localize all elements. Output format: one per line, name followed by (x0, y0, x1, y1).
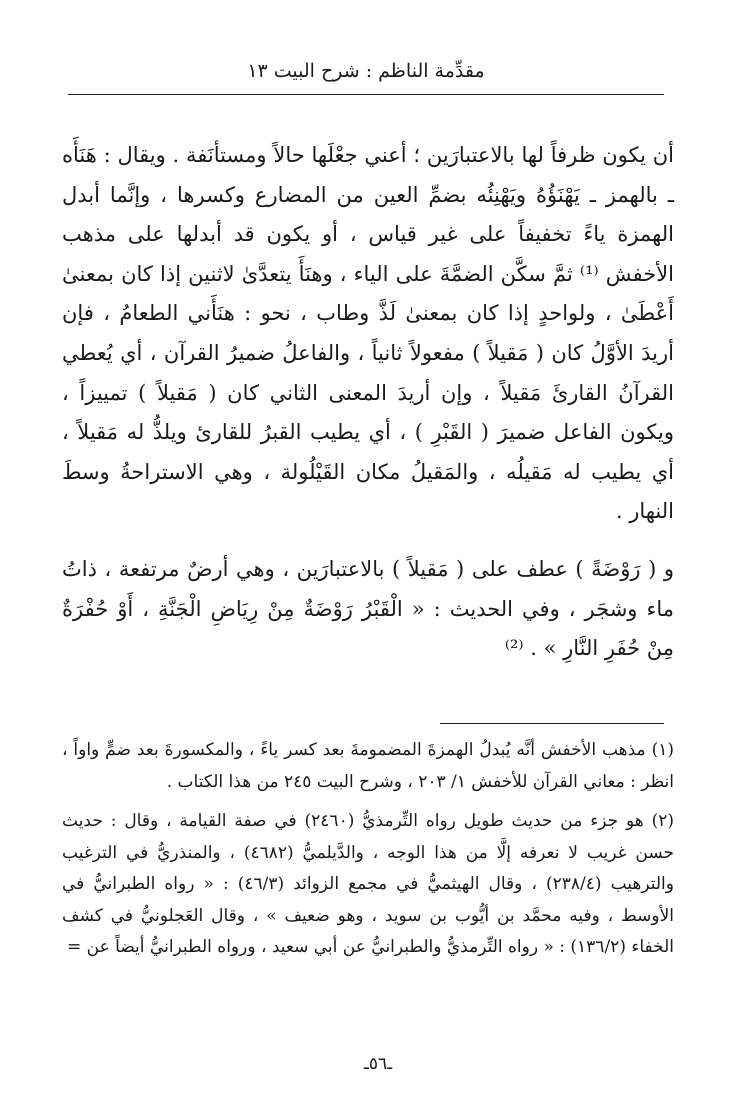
paragraph-2: و ( رَوْضَةً ) عطف على ( مَقيلاً ) بالاعتبارَين ، وهي أرضٌ مرتفعة ، ذاتُ ماء وشجَر ، وفي الحديث : « الْقَبْرُ رَوْضَةٌ مِنْ رِيَاضِ الْجَنَّةِ ، أَوْ حُفْرَةٌ مِنْ حُفَرِ النَّارِ » . ⁽²⁾ (62, 556, 674, 661)
running-header: مقدِّمة الناظم : شرح البيت ١٣ (247, 60, 485, 82)
header-rule (68, 94, 664, 95)
paragraph-1: أن يكون ظرفاً لها بالاعتبارَين ؛ أعني جعْلَها حالاً ومستأنَفة . ويقال : هَنَأَه ـ بالهمز ـ يَهْنَؤُهُ ويَهْنِئُه بضمِّ العين من المضارع وكسرها ، وإنَّما أبدل الهمزة ياءً تخفيفاً على غير قياس ، أو يكون قد أبدلها على مذهب الأخفش ⁽¹⁾ ثمَّ سكَّن الضمَّةَ على الياء ، وهنَأَ يتعدَّىٰ لاثنين إذا كان بمعنىٰ أَعْطَىٰ ، ولواحدٍ إذا كان بمعنىٰ لَذَّ وطاب ، نحو : هنَأَني الطعامُ ، فإن أريدَ الأوَّلُ كان ( مَقيلاً ) مفعولاً ثانياً ، والفاعلُ ضميرُ القرآن ، أي يُعطي القرآنُ القارئَ مَقيلاً ، وإن أريدَ المعنى الثاني كان ( مَقيلاً ) تمييزاً ، ويكون الفاعل ضميرَ ( القَبْرِ ) ، أي يطيب القبرُ للقارئ ويلذُّ له مَقيلاً ، أي يطيب له مَقيلُه ، والمَقيلُ مكان القَيْلُولة ، وهي الاستراحةُ وسطَ النهار . (62, 143, 674, 524)
footnote-separator (440, 723, 664, 724)
page-number: ـ٥٦ـ (363, 1054, 393, 1074)
footnotes (62, 735, 674, 964)
footnote-1: (١) مذهب الأخفش أنَّه يُبدلُ الهمزةَ المضمومةَ بعد كسر ياءً ، والمكسورةَ بعد ضمٍّ واواً ، انظر : معاني القرآن للأخفش ١/ ٢٠٣ ، وشرح البيت ٢٤٥ من هذا الكتاب . (62, 740, 674, 792)
footnote-2: (٢) هو جزء من حديث طويل رواه التِّرمذيُّ (٢٤٦٠) في صفة القيامة ، وقال : حديث حسن غريب لا نعرفه إلَّا من هذا الوجه ، والدَّيلميُّ (٤٦٨٢) ، والمنذريُّ في الترغيب والترهيب (٢٣٨/٤) ، وقال الهيثميُّ في مجمع الزوائد (٤٦/٣) : « رواه الطبرانيُّ في الأوسط ، وفيه محمَّد بن أيُّوب بن سويد ، وهو ضعيف » ، وقال العَجلونيُّ في كشف الخفاء (١٣٦/٢) : « رواه التِّرمذيُّ والطبرانيُّ عن أبي سعيد ، ورواه الطبرانيُّ أيضاً عن = (62, 811, 674, 957)
main-text (62, 136, 674, 669)
